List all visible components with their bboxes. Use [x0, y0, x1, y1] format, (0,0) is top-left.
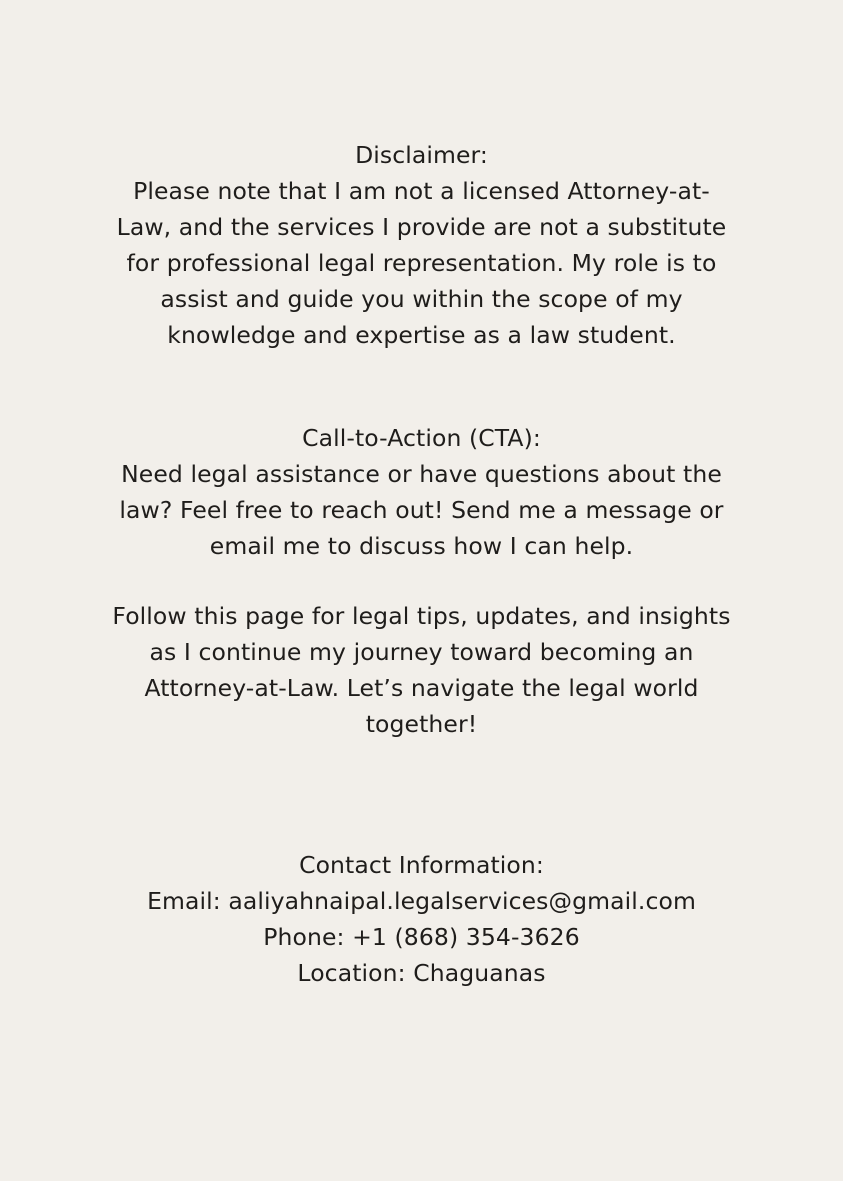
cta-section: [0, 420, 843, 564]
disclaimer-line: knowledge and expertise as a law student.: [167, 321, 676, 349]
follow-line: Attorney-at-Law. Let’s navigate the legal world: [144, 674, 699, 702]
disclaimer-line: Law, and the services I provide are not a substitute: [116, 213, 727, 241]
follow-line: Follow this page for legal tips, updates, and insights: [112, 602, 731, 630]
follow-section: [0, 598, 843, 742]
disclaimer-heading: Disclaimer:: [355, 141, 488, 169]
disclaimer-section: [0, 137, 843, 353]
cta-heading: Call-to-Action (CTA):: [302, 424, 541, 452]
follow-line: together!: [365, 710, 478, 738]
contact-heading: Contact Information:: [299, 851, 544, 879]
contact-section: [0, 847, 843, 991]
contact-phone: Phone: +1 (868) 354-3626: [263, 923, 580, 951]
cta-line: law? Feel free to reach out! Send me a message or: [119, 496, 724, 524]
contact-email: Email: aaliyahnaipal.legalservices@gmail.com: [147, 887, 696, 915]
contact-location: Location: Chaguanas: [297, 959, 546, 987]
follow-line: as I continue my journey toward becoming an: [149, 638, 694, 666]
cta-line: Need legal assistance or have questions about the: [121, 460, 722, 488]
cta-line: email me to discuss how I can help.: [209, 532, 634, 560]
disclaimer-line: Please note that I am not a licensed Attorney-at-: [133, 177, 710, 205]
disclaimer-line: for professional legal representation. My role is to: [126, 249, 717, 277]
disclaimer-line: assist and guide you within the scope of my: [160, 285, 683, 313]
